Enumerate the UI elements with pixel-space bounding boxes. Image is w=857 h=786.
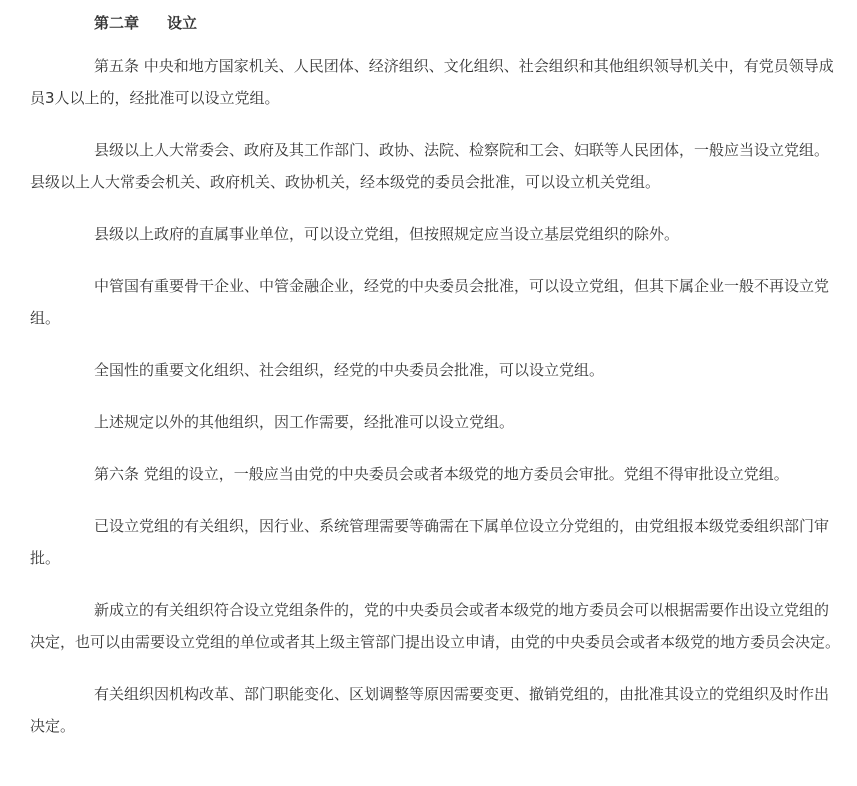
chapter-heading xyxy=(30,0,843,32)
paragraph: 上述规定以外的其他组织，因工作需要，经批准可以设立党组。 xyxy=(94,413,515,431)
paragraph: 中管国有重要骨干企业、中管金融企业，经党的中央委员会批准，可以设立党组，但其下属企业一般不再设立党组。 xyxy=(30,277,830,327)
paragraph: 已设立党组的有关组织，因行业、系统管理需要等确需在下属单位设立分党组的，由党组报本级党委组织部门审批。 xyxy=(30,517,830,567)
paragraph: 新成立的有关组织符合设立党组条件的，党的中央委员会或者本级党的地方委员会可以根据需要作出设立党组的决定，也可以由需要设立党组的单位或者其上级主管部门提出设立申请，由党的中央委员会或者本级党的地方委员会决定。 xyxy=(30,601,841,651)
paragraph: 县级以上人大常委会、政府及其工作部门、政协、法院、检察院和工会、妇联等人民团体，一般应当设立党组。县级以上人大常委会机关、政府机关、政协机关，经本级党的委员会批准，可以设立机关党组。 xyxy=(30,141,830,191)
chapter-number: 第二章 xyxy=(94,14,140,32)
paragraph-article-5: 第五条 中央和地方国家机关、人民团体、经济组织、文化组织、社会组织和其他组织领导机关中，有党员领导成员3人以上的，经批准可以设立党组。 xyxy=(30,57,834,107)
paragraph: 县级以上政府的直属事业单位，可以设立党组，但按照规定应当设立基层党组织的除外。 xyxy=(94,225,680,243)
paragraph: 有关组织因机构改革、部门职能变化、区划调整等原因需要变更、撤销党组的，由批准其设立的党组织及时作出决定。 xyxy=(30,685,830,735)
paragraph: 全国性的重要文化组织、社会组织，经党的中央委员会批准，可以设立党组。 xyxy=(94,361,605,379)
paragraph-article-6: 第六条 党组的设立，一般应当由党的中央委员会或者本级党的地方委员会审批。党组不得审批设立党组。 xyxy=(94,465,789,483)
chapter-title: 设立 xyxy=(167,14,198,32)
